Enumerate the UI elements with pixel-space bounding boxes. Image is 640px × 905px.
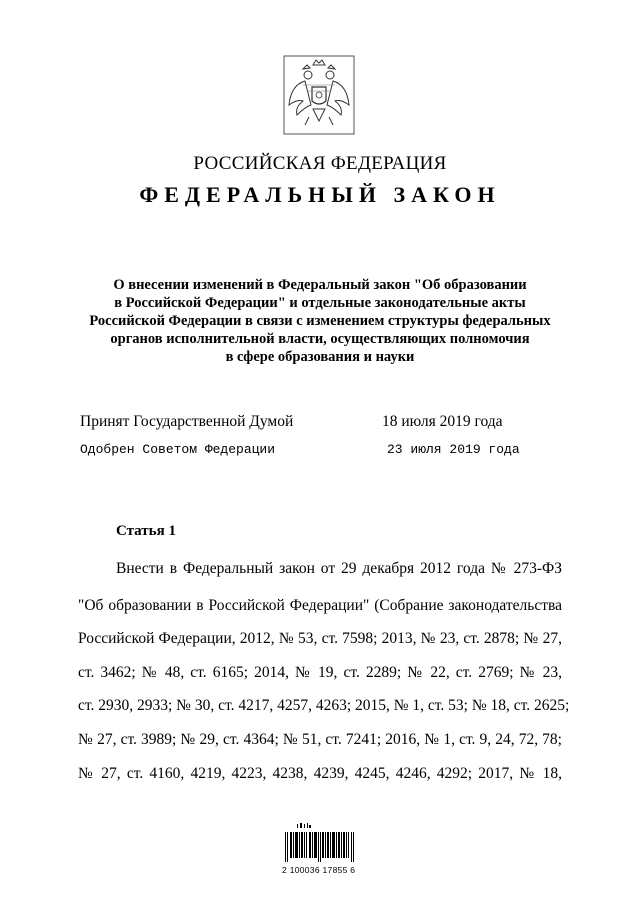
adopted-date: 18 июля 2019 года — [382, 413, 503, 430]
adopted-label: Принят Государственной Думой — [80, 413, 294, 430]
article-text-line: Внести в Федеральный закон от 29 декабря 2012 года № 273-ФЗ — [116, 560, 562, 577]
law-title-line: Российской Федерации в связи с изменением структуры федеральных — [89, 313, 551, 329]
article-heading: Статья 1 — [116, 523, 176, 539]
article-text-line: "Об образовании в Российской Федерации" (Собрание законодательства — [78, 597, 562, 614]
law-title-line: О внесении изменений в Федеральный закон "Об образовании — [113, 277, 527, 293]
article-text-line: Российской Федерации, 2012, № 53, ст. 7598; 2013, № 23, ст. 2878; № 27, — [78, 630, 562, 647]
country-heading: РОССИЙСКАЯ ФЕДЕРАЦИЯ — [193, 153, 447, 174]
article-text-line: № 27, ст. 3989; № 29, ст. 4364; № 51, ст. 7241; 2016, № 1, ст. 9, 24, 72, 78; — [78, 731, 562, 748]
article-text-line: ст. 2930, 2933; № 30, ст. 4217, 4257, 4263; 2015, № 1, ст. 53; № 18, ст. 2625; — [78, 697, 570, 714]
approved-date: 23 июля 2019 года — [387, 442, 520, 457]
article-text-line: № 27, ст. 4160, 4219, 4223, 4238, 4239, 4245, 4246, 4292; 2017, № 18, — [78, 765, 562, 782]
barcode-number: 2 100036 17855 6 — [282, 865, 356, 875]
law-title-line: в сфере образования и науки — [225, 349, 415, 365]
law-title-line: органов исполнительной власти, осуществляющих полномочия — [110, 331, 530, 347]
approved-label: Одобрен Советом Федерации — [80, 442, 276, 457]
article-text-line: ст. 3462; № 48, ст. 6165; 2014, № 19, ст. 2289; № 22, ст. 2769; № 23, — [78, 664, 562, 681]
law-title — [60, 276, 580, 366]
coat-of-arms-emblem — [283, 55, 355, 135]
law-title-line: в Российской Федерации" и отдельные законодательные акты — [114, 295, 526, 311]
document-type-heading: ФЕДЕРАЛЬНЫЙ ЗАКОН — [139, 182, 501, 207]
